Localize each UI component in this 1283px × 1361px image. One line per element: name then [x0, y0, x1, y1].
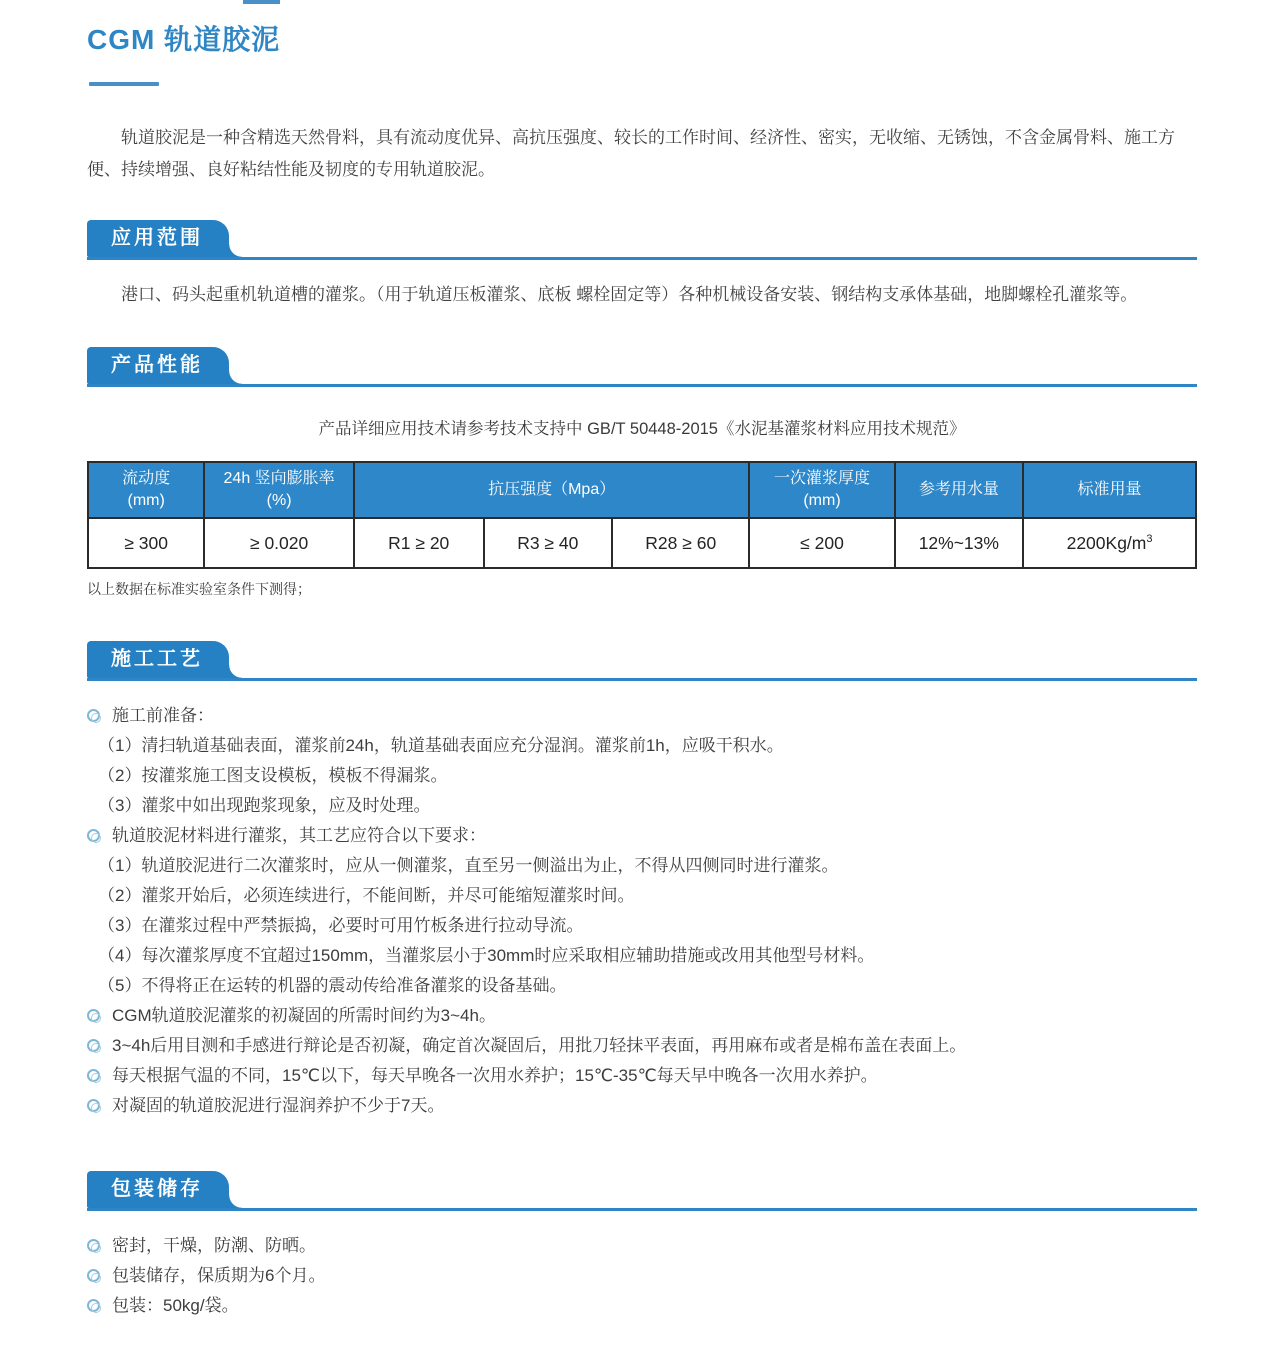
- ring-bullet-icon: [87, 829, 100, 842]
- list-item: （5）不得将正在运转的机器的震动传给准备灌浆的设备基础。: [98, 976, 567, 995]
- cell-r1: R1 ≥ 20: [354, 518, 484, 568]
- performance-reference-note: 产品详细应用技术请参考技术支持中 GB/T 50448-2015《水泥基灌浆材料应用技术规范》: [318, 420, 966, 438]
- header-flow: 流动度 (mm): [88, 462, 204, 518]
- cell-flow: ≥ 300: [88, 518, 204, 568]
- list-item: 包装：50kg/袋。: [87, 1291, 1197, 1321]
- list-item: 包装储存，保质期为6个月。: [87, 1261, 1197, 1291]
- list-item: 每天根据气温的不同，15℃以下，每天早晚各一次用水养护；15℃-35℃每天早中晚各一次用水养护。: [87, 1061, 1197, 1091]
- table-data-row: [88, 518, 1196, 568]
- cell-r3: R3 ≥ 40: [484, 518, 613, 568]
- ring-bullet-icon: [87, 1239, 100, 1252]
- section-heading-process: 施工工艺: [87, 641, 229, 678]
- list-item: 施工前准备：: [87, 701, 1197, 731]
- process-item-list: [87, 701, 1197, 1121]
- list-item: （1）清扫轨道基础表面，灌浆前24h，轨道基础表面应充分湿润。灌浆前1h，应吸干积水。: [98, 736, 784, 755]
- section-heading-application: 应用范围: [87, 220, 229, 257]
- ring-bullet-icon: [87, 1269, 100, 1282]
- section-heading-packaging: 包装储存: [87, 1171, 229, 1208]
- cell-expansion: ≥ 0.020: [204, 518, 354, 568]
- ring-bullet-icon: [87, 1039, 100, 1052]
- table-footnote: 以上数据在标准实验室条件下测得；: [87, 581, 311, 597]
- header-standard-dosage: 标准用量: [1023, 462, 1196, 518]
- section-rule: [87, 678, 1197, 681]
- list-item: 3~4h后用目测和手感进行辩论是否初凝，确定首次凝固后，用批刀轻抹平表面，再用麻布或者是棉布盖在表面上。: [87, 1031, 1197, 1061]
- header-grout-thickness: 一次灌浆厚度 (mm): [749, 462, 894, 518]
- section-packaging: [87, 1171, 1197, 1321]
- ring-bullet-icon: [87, 709, 100, 722]
- header-expansion: 24h 竖向膨胀率 (%): [204, 462, 354, 518]
- section-rule: [87, 1208, 1197, 1211]
- cell-thickness: ≤ 200: [749, 518, 894, 568]
- header-water-usage: 参考用水量: [895, 462, 1024, 518]
- ring-bullet-icon: [87, 1069, 100, 1082]
- list-item: 轨道胶泥材料进行灌浆，其工艺应符合以下要求：: [87, 821, 1197, 851]
- list-item: （3）灌浆中如出现跑浆现象，应及时处理。: [98, 796, 431, 815]
- list-item: （2）灌浆开始后，必须连续进行，不能间断，并尽可能缩短灌浆时间。: [98, 886, 635, 905]
- section-rule: [87, 257, 1197, 260]
- header-compressive-strength: 抗压强度（Mpa）: [354, 462, 750, 518]
- cell-r28: R28 ≥ 60: [612, 518, 749, 568]
- intro-paragraph: 轨道胶泥是一种含精选天然骨料，具有流动度优异、高抗压强度、较长的工作时间、经济性、密实，无收缩、无锈蚀，不含金属骨料、施工方便、持续增强、良好粘结性能及韧度的专用轨道胶泥。: [87, 128, 1175, 179]
- list-item: （3）在灌浆过程中严禁振捣，必要时可用竹板条进行拉动导流。: [98, 916, 584, 935]
- page-top-blue-dash: [243, 0, 280, 4]
- title-underline: [89, 82, 159, 86]
- page-title: CGM 轨道胶泥: [87, 24, 281, 55]
- section-performance: [87, 347, 1197, 599]
- packaging-item-list: [87, 1231, 1197, 1321]
- list-item: 对凝固的轨道胶泥进行湿润养护不少于7天。: [87, 1091, 1197, 1121]
- ring-bullet-icon: [87, 1099, 100, 1112]
- table-header-row: [88, 462, 1196, 518]
- section-process: [87, 641, 1197, 1121]
- list-item: （4）每次灌浆厚度不宜超过150mm，当灌浆层小于30mm时应采取相应辅助措施或改用其他型号材料。: [98, 946, 875, 965]
- list-item: （2）按灌浆施工图支设模板，模板不得漏浆。: [98, 766, 448, 785]
- performance-spec-table: [87, 461, 1197, 569]
- section-application: [87, 220, 1197, 310]
- ring-bullet-icon: [87, 1009, 100, 1022]
- list-item: （1）轨道胶泥进行二次灌浆时，应从一侧灌浆，直至另一侧溢出为止，不得从四侧同时进行灌浆。: [98, 856, 839, 875]
- section-rule: [87, 384, 1197, 387]
- cell-water: 12%~13%: [895, 518, 1024, 568]
- list-item: CGM轨道胶泥灌浆的初凝固的所需时间约为3~4h。: [87, 1001, 1197, 1031]
- section-heading-performance: 产品性能: [87, 347, 229, 384]
- ring-bullet-icon: [87, 1299, 100, 1312]
- application-text: 港口、码头起重机轨道槽的灌浆。（用于轨道压板灌浆、底板 螺栓固定等）各种机械设备安装、钢结构支承体基础，地脚螺栓孔灌浆等。: [121, 285, 1138, 304]
- cell-dosage: $2200Kg/m^3$: [1023, 518, 1196, 568]
- list-item: 密封，干燥，防潮、防晒。: [87, 1231, 1197, 1261]
